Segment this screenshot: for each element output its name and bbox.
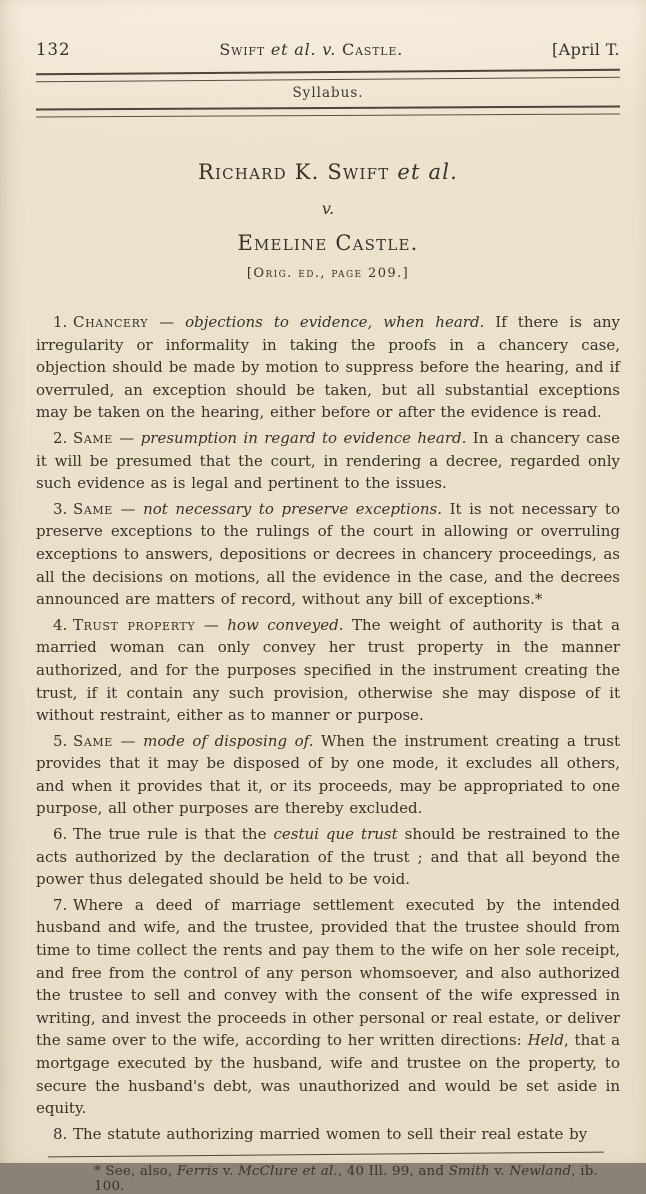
footnote-text: * See, also, Ferris v. McClure et al., 40 Ill. 99, and Smith v. Newland, ib. 100. bbox=[94, 1164, 598, 1194]
case-title-block bbox=[36, 160, 620, 281]
section-double-rule bbox=[36, 105, 620, 117]
versus-label: v. bbox=[321, 199, 335, 218]
footnote-marker: * bbox=[94, 1164, 101, 1180]
syllabus-item-2: 2. Same — presumption in regard to evidence heard. In a chancery case it will be presumed that the court, in rendering a decree, regarded only such evidence as is legal and pertinent to the issues. bbox=[36, 428, 620, 493]
syllabus-item-7: 7. Where a deed of marriage settlement executed by the intended husband and wife, and the trustee, provided that the trustee should from time to time collect the rents and pay them to the wife on her sole receipt, and free from the control of any person whomsoever, and also authorized the trustee to sell and convey with the consent of the wife expressed in writing, and invest the proceeds in other personal or real estate, or deliver the same over to the wife, according to her written directions: Held, that a mortgage executed by the husband, wife and trustee on the property, to secure the husband's debt, was unauthorized and would be set aside in equity. bbox=[36, 895, 621, 1118]
syllabus-item-6: 6. The true rule is that the cestui que trust should be restrained to the acts authorized by the declaration of the trust ; and that all beyond the power thus delegated should be held to be void. bbox=[36, 825, 620, 889]
syllabus-body bbox=[36, 311, 620, 1145]
plaintiff-name: Richard K. Swift et al. bbox=[197, 160, 459, 184]
syllabus-item-4: 4. Trust property — how conveyed. The weight of authority is that a married woman can only convey her trust property in the manner authorized, and for the purposes specified in the instrument creating the trust, if it contain any such provision, otherwise she may dispose of it without restraint, either as to manner or purpose. bbox=[36, 615, 620, 725]
running-head bbox=[36, 40, 620, 116]
section-label: Syllabus. bbox=[292, 85, 364, 101]
syllabus-item-5: 5. Same — mode of disposing of. When the instrument creating a trust provides that it may be disposed of by one mode, it excludes all others, and when it provides that it, or its proceeds, may be appropriated to one purpose, all other purposes are thereby excluded. bbox=[36, 731, 620, 818]
defendant-name: Emeline Castle. bbox=[237, 231, 419, 255]
syllabus-item-3: 3. Same — not necessary to preserve exceptions. It is not necessary to preserve exceptions to the rulings of the court in allowing or overruling exceptions to answers, depositions or decrees in chancery proceedings, as all the decisions on motions, all the evidence in the case, and the decrees announced are matters of record, without any bill of exceptions.* bbox=[36, 499, 620, 609]
edition-note: [Orig. ed., page 209.] bbox=[246, 266, 410, 281]
footnote-rule bbox=[48, 1152, 604, 1158]
syllabus-item-8: 8. The statute authorizing married women to sell their real estate by bbox=[53, 1124, 588, 1143]
syllabus-item-1: 1. Chancery — objections to evidence, when heard. If there is any irregularity or informality in taking the proofs in a chancery case, objection should be made by motion to suppress before the hearing, and if overruled, an exception should be taken, but all substantial exceptions may be taken on the hearing, either before or after the evidence is read. bbox=[36, 313, 620, 422]
running-case-title: Swift et al. v. Castle. bbox=[219, 40, 404, 59]
term-label: [April T. bbox=[551, 40, 620, 59]
page-number: 132 bbox=[36, 40, 71, 59]
footnote-area bbox=[36, 1154, 620, 1194]
